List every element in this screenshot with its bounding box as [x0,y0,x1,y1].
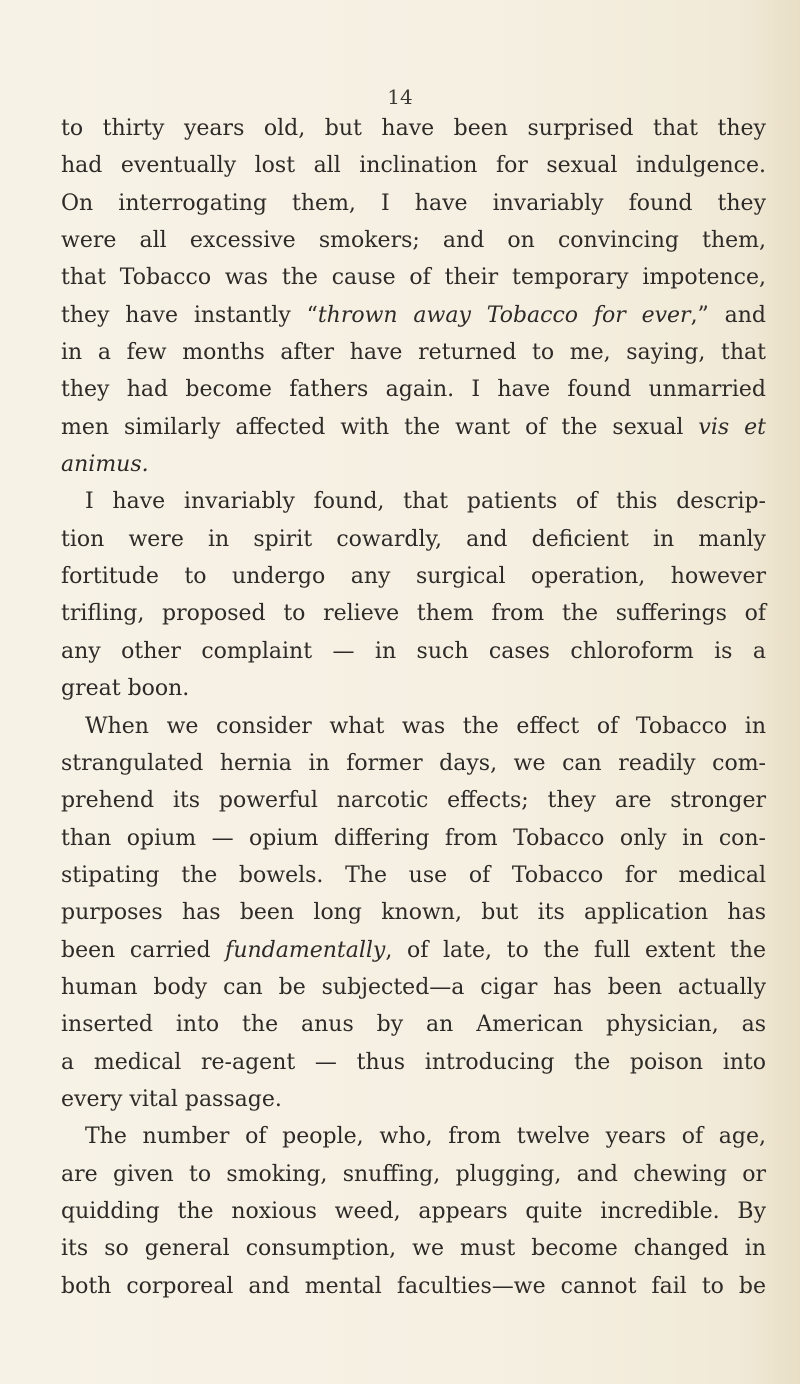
text-segment: prehend its powerful narcotic effects; they are stronger [61,788,766,814]
text-line [61,745,766,782]
text-segment: were all excessive smokers; and on convincing them, [61,228,766,254]
text-line [61,1156,766,1193]
text-line [61,820,766,857]
italic-text: vis et [698,414,766,440]
text-segment: a medical re-agent — thus introducing the poison into [61,1049,766,1075]
text-segment: men similarly affected with the want of the sexual [61,414,699,440]
text-line [61,894,766,931]
text-line [61,1193,766,1230]
text-segment: been carried [61,937,226,963]
text-segment: to thirty years old, but have been surprised that they [61,116,766,141]
text-line [61,633,766,670]
text-line [61,1118,766,1155]
text-segment: , of late, to the full extent the [385,937,766,963]
italic-text: thrown away Tobacco for ever [317,302,691,328]
text-segment: great boon. [61,676,190,702]
text-line [61,670,766,707]
text-line [61,110,766,147]
text-segment: stipating the bowels. The use of Tobacco for medical [61,862,766,888]
text-segment: trifling, proposed to relieve them from the sufferings of [61,601,766,627]
text-segment: tion were in spirit cowardly, and deficient in manly [61,526,766,552]
text-segment: any other complaint — in such cases chloroform is a [61,638,766,664]
text-line [61,1081,766,1118]
text-line [61,185,766,222]
text-line [61,932,766,969]
text-segment: in a few months after have returned to me, saying, that [61,340,766,366]
text-segment: they have instantly “ [61,302,318,328]
text-segment: both corporeal and mental faculties—we cannot fail to be [61,1273,766,1299]
text-segment: are given to smoking, snuffing, plugging, and chewing or [61,1161,766,1187]
text-segment: ,” and [690,302,766,328]
text-segment: quidding the noxious weed, appears quite incredible. By [61,1198,766,1224]
text-line [61,857,766,894]
text-line [61,521,766,558]
text-segment: purposes has been long known, but its application has [61,900,766,926]
text-segment: than opium — opium differing from Tobacco only in con- [61,825,766,851]
text-line [61,222,766,259]
text-line [61,1044,766,1081]
page-number: 14 [387,85,413,109]
text-segment: The number of people, who, from twelve years of age, [85,1124,766,1150]
text-line [61,1268,766,1305]
text-line [61,371,766,408]
text-line [61,1230,766,1267]
text-line [61,409,766,446]
text-line [61,595,766,632]
text-line [61,1006,766,1043]
text-segment: its so general consumption, we must become changed in [61,1236,766,1262]
text-segment: human body can be subjected—a cigar has been actually [61,974,766,1000]
body-text [61,110,766,1305]
italic-text: fundamentally [225,937,386,963]
text-segment: strangulated hernia in former days, we can readily com- [61,750,766,776]
text-line [61,483,766,520]
text-line [61,558,766,595]
text-segment: When we consider what was the effect of Tobacco in [85,713,766,739]
text-line [61,297,766,334]
text-segment: that Tobacco was the cause of their temporary impotence, [61,265,766,291]
text-segment: they had become fathers again. I have found unmarried [61,377,766,403]
text-line [61,782,766,819]
text-line [61,147,766,184]
text-line [61,708,766,745]
italic-text: animus. [61,452,149,478]
text-line [61,334,766,371]
text-segment: inserted into the anus by an American physician, as [61,1012,766,1038]
text-segment: fortitude to undergo any surgical operation, however [61,564,766,590]
text-segment: On interrogating them, I have invariably found they [61,190,766,216]
text-segment: I have invariably found, that patients of this descrip- [85,489,766,515]
text-segment: had eventually lost all inclination for sexual indulgence. [61,153,766,179]
text-line [61,259,766,296]
text-line [61,969,766,1006]
text-segment: every vital passage. [61,1086,282,1112]
text-line [61,446,766,483]
